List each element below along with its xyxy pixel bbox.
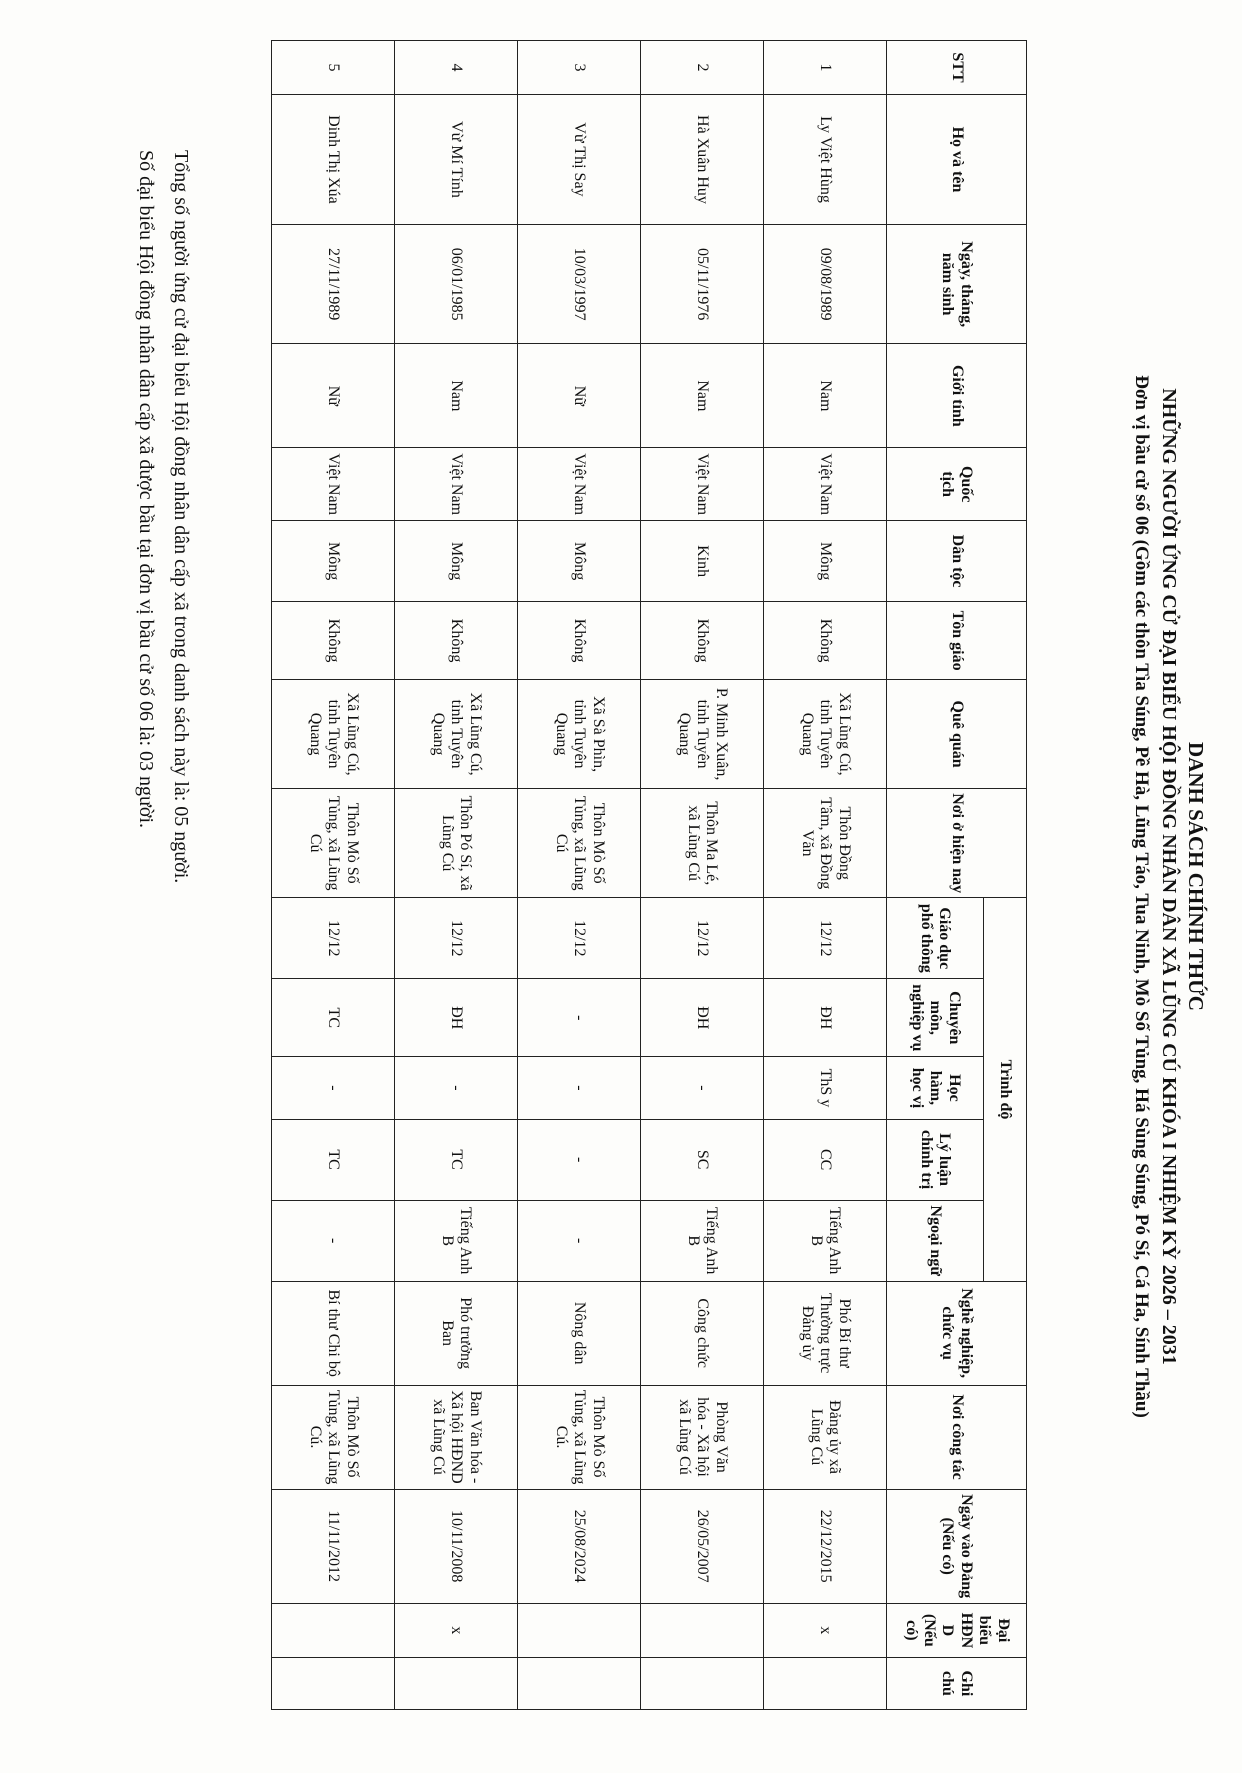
cell-political-theory: CC [764,1119,887,1200]
cell-occupation: Phó trưởng Ban [395,1281,518,1385]
cell-dob: 27/11/1989 [272,224,395,344]
cell-notes [518,1657,641,1709]
header-hometown: Quê quán [887,680,1027,789]
cell-foreign-language: Tiếng Anh B [764,1200,887,1281]
cell-workplace: Phòng Văn hóa - Xã hội xã Lũng Cú [641,1385,764,1489]
cell-political-theory: SC [641,1119,764,1200]
table-body [272,41,887,1710]
cell-occupation: Công chức [641,1281,764,1385]
cell-nationality: Việt Nam [518,448,641,521]
doc-title: DANH SÁCH CHÍNH THỨC [1184,742,1208,1011]
table-row [641,41,764,1710]
header-gender: Giới tính [887,344,1027,448]
header-religion: Tôn giáo [887,602,1027,680]
cell-residence: Thôn Ma Lé, xã Lũng Cú [641,789,764,898]
cell-stt: 3 [518,41,641,95]
table-row [764,41,887,1710]
cell-religion: Không [272,602,395,680]
cell-hometown: Xã Sà Phìn, tỉnh Tuyên Quang [518,680,641,789]
cell-general-edu: 12/12 [518,898,641,979]
cell-degree: - [395,1057,518,1119]
cell-degree: - [518,1057,641,1119]
cell-workplace: Thôn Mò Số Tủng, xã Lũng Cú. [518,1385,641,1489]
cell-workplace: Ban Văn hóa - Xã hội HĐND xã Lũng Cú [395,1385,518,1489]
cell-specialty: - [518,979,641,1057]
footer-total-candidates: Tổng số người ứng cử đại biểu Hội đồng nhân dân cấp xã trong danh sách này là: 05 người. [170,150,192,884]
header-specialty: Chuyên môn, nghiệp vụ [887,979,984,1057]
cell-nationality: Việt Nam [272,448,395,521]
header-delegate: Đại biểu HĐND (Nếu có) [887,1603,1027,1657]
cell-residence: Thôn Mò Số Tủng, xã Lũng Cú [518,789,641,898]
cell-notes [272,1657,395,1709]
cell-nationality: Việt Nam [395,448,518,521]
cell-notes [395,1657,518,1709]
table-row [272,41,395,1710]
cell-specialty: ĐH [395,979,518,1057]
cell-delegate [641,1603,764,1657]
cell-occupation: Bí thư Chi bộ [272,1281,395,1385]
header-dob: Ngày, tháng, năm sinh [887,224,1027,344]
cell-ethnicity: Mông [272,521,395,602]
cell-specialty: ĐH [764,979,887,1057]
cell-political-theory: TC [272,1119,395,1200]
cell-gender: Nữ [518,344,641,448]
header-workplace: Nơi công tác [887,1385,1027,1489]
cell-residence: Thôn Mò Số Tủng, xã Lũng Cú [272,789,395,898]
cell-ethnicity: Mông [764,521,887,602]
table-row [518,41,641,1710]
cell-religion: Không [518,602,641,680]
cell-political-theory: TC [395,1119,518,1200]
header-party-date: Ngày vào Đảng (Nếu có) [887,1489,1027,1603]
cell-stt: 2 [641,41,764,95]
cell-degree: - [641,1057,764,1119]
header-residence: Nơi ở hiện nay [887,789,1027,898]
cell-foreign-language: - [272,1200,395,1281]
table-row [395,41,518,1710]
cell-name: Ly Việt Hùng [764,95,887,225]
cell-stt: 4 [395,41,518,95]
header-nationality: Quốc tịch [887,448,1027,521]
doc-subtitle: NHỮNG NGƯỜI ỨNG CỬ ĐẠI BIỂU HỘI ĐỒNG NHÂN DÂN XÃ LŨNG CÚ KHÓA I NHIỆM KỲ 2026 – 2031 [1158,388,1180,1365]
cell-dob: 10/03/1997 [518,224,641,344]
cell-nationality: Việt Nam [641,448,764,521]
cell-gender: Nam [641,344,764,448]
cell-delegate [518,1603,641,1657]
header-political-theory: Lý luận chính trị [887,1119,984,1200]
cell-ethnicity: Mông [395,521,518,602]
cell-dob: 09/08/1989 [764,224,887,344]
cell-degree: - [272,1057,395,1119]
cell-party-date: 10/11/2008 [395,1489,518,1603]
cell-stt: 1 [764,41,887,95]
cell-stt: 5 [272,41,395,95]
cell-name: Vừ Mí Tính [395,95,518,225]
cell-name: Hà Xuân Huy [641,95,764,225]
cell-foreign-language: Tiếng Anh B [641,1200,764,1281]
cell-ethnicity: Kinh [641,521,764,602]
header-name: Họ và tên [887,95,1027,225]
cell-workplace: Thôn Mò Số Tủng, xã Lũng Cú. [272,1385,395,1489]
cell-gender: Nam [395,344,518,448]
cell-residence: Thôn Đồng Tâm, xã Đồng Văn [764,789,887,898]
cell-dob: 06/01/1985 [395,224,518,344]
cell-foreign-language: - [518,1200,641,1281]
cell-party-date: 11/11/2012 [272,1489,395,1603]
cell-workplace: Đảng ủy xã Lũng Cú [764,1385,887,1489]
cell-delegate [272,1603,395,1657]
cell-delegate: x [395,1603,518,1657]
cell-specialty: ĐH [641,979,764,1057]
cell-delegate: x [764,1603,887,1657]
cell-religion: Không [641,602,764,680]
cell-degree: ThS y [764,1057,887,1119]
cell-party-date: 22/12/2015 [764,1489,887,1603]
electoral-unit-line: Đơn vị bầu cử số 06 (Gồm các thôn Tìa Súng, Pề Hà, Lũng Táo, Tua Ninh, Mò Số Tủng, Há Sùng Súng, Pó Sí, Cá Ha, Sính Thầu) [1131,375,1152,1418]
cell-ethnicity: Mông [518,521,641,602]
cell-notes [764,1657,887,1709]
cell-residence: Thôn Pó Sí, xã Lũng Cú [395,789,518,898]
candidate-table [271,40,1027,1710]
cell-party-date: 26/05/2007 [641,1489,764,1603]
cell-religion: Không [395,602,518,680]
cell-name: Vừ Thị Say [518,95,641,225]
cell-general-edu: 12/12 [272,898,395,979]
cell-hometown: Xã Lũng Cú, tỉnh Tuyên Quang [272,680,395,789]
cell-general-edu: 12/12 [764,898,887,979]
header-ethnicity: Dân tộc [887,521,1027,602]
cell-religion: Không [764,602,887,680]
cell-party-date: 25/08/2024 [518,1489,641,1603]
cell-nationality: Việt Nam [764,448,887,521]
cell-hometown: Xã Lũng Cú, tỉnh Tuyên Quang [764,680,887,789]
cell-general-edu: 12/12 [395,898,518,979]
cell-specialty: TC [272,979,395,1057]
header-foreign-language: Ngoại ngữ [887,1200,984,1281]
cell-occupation: Nông dân [518,1281,641,1385]
footer-seats: Số đại biểu Hội đồng nhân dân cấp xã được bầu tại đơn vị bầu cử số 06 là: 03 người. [135,150,157,829]
header-stt: STT [887,41,1027,95]
cell-notes [641,1657,764,1709]
header-notes: Ghi chú [887,1657,1027,1709]
cell-dob: 05/11/1976 [641,224,764,344]
header-occupation: Nghề nghiệp, chức vụ [887,1281,1027,1385]
cell-general-edu: 12/12 [641,898,764,979]
cell-hometown: P. Minh Xuân, tỉnh Tuyên Quang [641,680,764,789]
cell-gender: Nam [764,344,887,448]
cell-political-theory: - [518,1119,641,1200]
cell-name: Dinh Thị Xúa [272,95,395,225]
header-degree: Học hàm, học vị [887,1057,984,1119]
header-qualification-group: Trình độ [984,898,1027,1281]
cell-foreign-language: Tiếng Anh B [395,1200,518,1281]
cell-hometown: Xã Lũng Cú, tỉnh Tuyên Quang [395,680,518,789]
cell-occupation: Phó Bí thư Thường trực Đảng ủy [764,1281,887,1385]
cell-gender: Nữ [272,344,395,448]
header-general-edu: Giáo dục phổ thông [887,898,984,979]
